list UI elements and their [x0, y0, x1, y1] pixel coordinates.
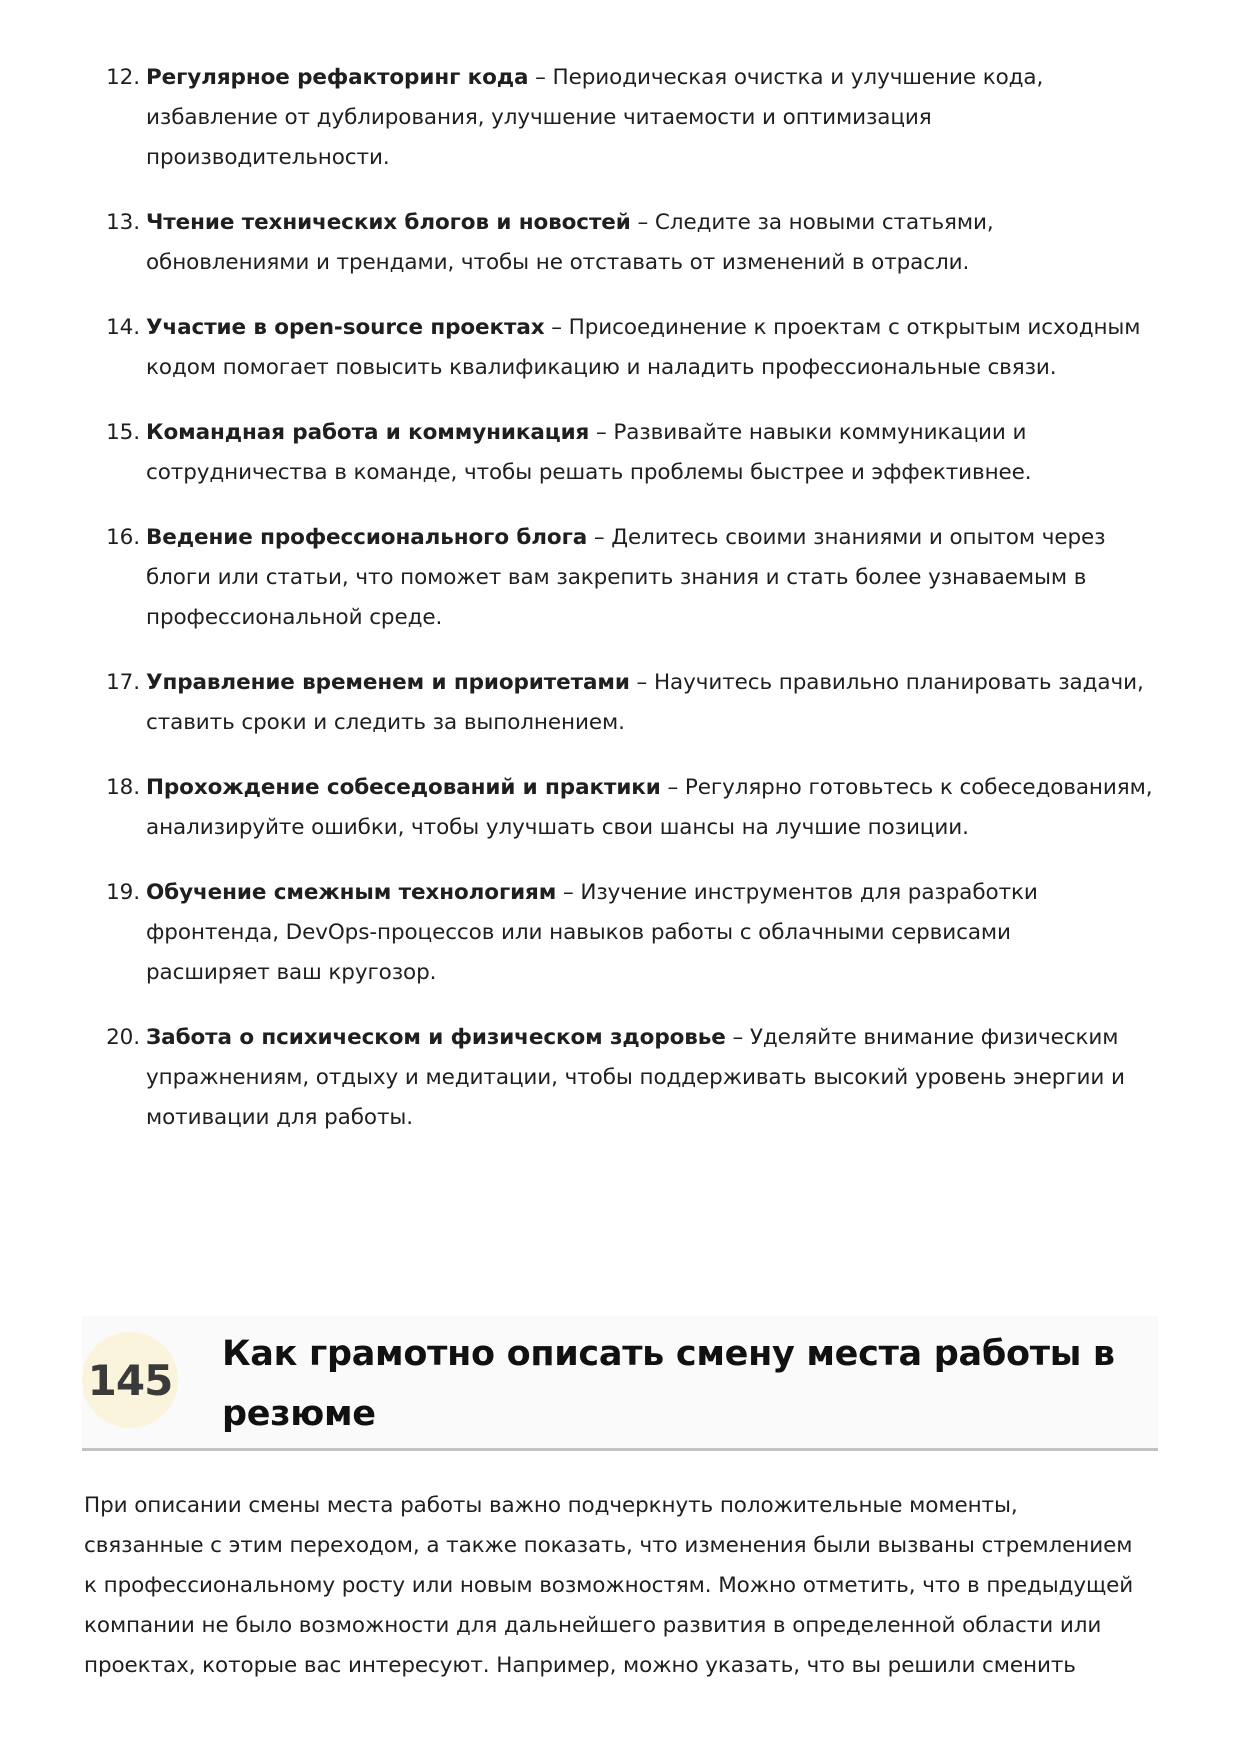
list-item-number: 13. [106, 210, 140, 235]
body-paragraph [84, 1486, 1164, 1686]
list-item-text: анализируйте ошибки, чтобы улучшать свои шансы на лучшие позиции. [146, 815, 969, 840]
list-item [84, 873, 1164, 993]
tips-list [84, 58, 1164, 1163]
list-item-term: Управление временем и приоритетами [146, 670, 630, 695]
list-item [84, 663, 1164, 743]
paragraph-line: При описании смены места работы важно подчеркнуть положительные моменты, [84, 1493, 1018, 1518]
section-title [222, 1324, 1122, 1444]
list-item-text: – Следите за новыми статьями, [630, 210, 994, 235]
paragraph-line: связанные с этим переходом, а также показать, что изменения были вызваны стремлением [84, 1533, 1133, 1558]
list-item-text: производительности. [146, 145, 390, 170]
list-item-term: Чтение технических блогов и новостей [146, 210, 631, 235]
section-title-line: резюме [222, 1394, 376, 1434]
list-item-text: ставить сроки и следить за выполнением. [146, 710, 625, 735]
list-item-term: Участие в open-source проектах [146, 315, 545, 340]
paragraph-line: компании не было возможности для дальнейшего развития в определенной области или [84, 1613, 1102, 1638]
section-title-line: Как грамотно описать смену места работы в [222, 1334, 1115, 1374]
list-item-text: кодом помогает повысить квалификацию и наладить профессиональные связи. [146, 355, 1057, 380]
list-item [84, 203, 1164, 283]
list-item-text: расширяет ваш кругозор. [146, 960, 437, 985]
list-item-term: Забота о психическом и физическом здоровье [146, 1025, 726, 1050]
section-number: 145 [87, 1355, 173, 1405]
list-item-text: избавление от дублирования, улучшение читаемости и оптимизация [146, 105, 932, 130]
list-item-number: 20. [106, 1025, 140, 1050]
list-item-text: сотрудничества в команде, чтобы решать проблемы быстрее и эффективнее. [146, 460, 1032, 485]
list-item-text: – Развивайте навыки коммуникации и [589, 420, 1027, 445]
list-item-text: – Регулярно готовьтесь к собеседованиям, [660, 775, 1153, 800]
list-item-text: мотивации для работы. [146, 1105, 413, 1130]
list-item-number: 15. [106, 420, 140, 445]
list-item [84, 413, 1164, 493]
list-item-text: блоги или статьи, что поможет вам закрепить знания и стать более узнаваемым в [146, 565, 1087, 590]
list-item-number: 14. [106, 315, 140, 340]
list-item-number: 18. [106, 775, 140, 800]
list-item [84, 518, 1164, 638]
list-item-text: – Уделяйте внимание физическим [725, 1025, 1119, 1050]
list-item-number: 12. [106, 65, 140, 90]
list-item [84, 768, 1164, 848]
list-item-text: обновлениями и трендами, чтобы не отставать от изменений в отрасли. [146, 250, 970, 275]
list-item-text: – Изучение инструментов для разработки [556, 880, 1038, 905]
list-item-text: упражнениям, отдыху и медитации, чтобы поддерживать высокий уровень энергии и [146, 1065, 1125, 1090]
list-item-term: Ведение профессионального блога [146, 525, 588, 550]
list-item [84, 308, 1164, 388]
list-item-text: – Научитесь правильно планировать задачи, [629, 670, 1144, 695]
list-item-term: Прохождение собеседований и практики [146, 775, 661, 800]
list-item [84, 58, 1164, 178]
section-number-badge [82, 1332, 178, 1428]
list-item-number: 17. [106, 670, 140, 695]
list-item [84, 1018, 1164, 1138]
paragraph-line: проектах, которые вас интересуют. Например, можно указать, что вы решили сменить [84, 1653, 1076, 1678]
list-item-term: Командная работа и коммуникация [146, 420, 590, 445]
list-item-text: фронтенда, DevOps-процессов или навыков работы с облачными сервисами [146, 920, 1011, 945]
paragraph-line: к профессиональному росту или новым возможностям. Можно отметить, что в предыдущей [84, 1573, 1134, 1598]
list-item-number: 19. [106, 880, 140, 905]
list-item-number: 16. [106, 525, 140, 550]
section-header [82, 1316, 1158, 1451]
list-item-text: профессиональной среде. [146, 605, 443, 630]
list-item-text: – Периодическая очистка и улучшение кода, [528, 65, 1044, 90]
list-item-text: – Присоединение к проектам с открытым исходным [544, 315, 1141, 340]
list-item-term: Регулярное рефакторинг кода [146, 65, 529, 90]
list-item-text: – Делитесь своими знаниями и опытом через [587, 525, 1106, 550]
list-item-term: Обучение смежным технологиям [146, 880, 557, 905]
